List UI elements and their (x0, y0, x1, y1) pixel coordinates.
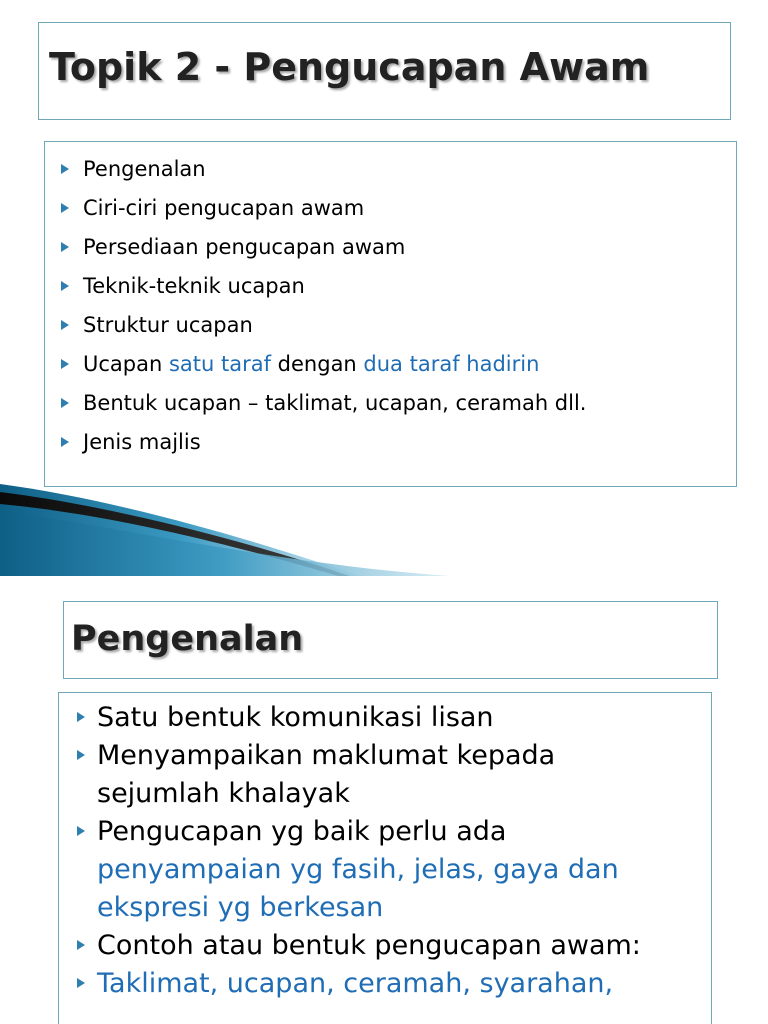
bullet-text: Pengucapan yg baik perlu ada (97, 816, 507, 847)
highlighted-text: penyampaian yg fasih, jelas, gaya dan (97, 854, 619, 885)
bullet-text: Pengenalan (83, 157, 206, 181)
bullet-arrow-icon (77, 826, 85, 836)
topic-list-box (44, 141, 737, 487)
bullet-arrow-icon (61, 398, 69, 408)
slide-title: Pengenalan (71, 619, 304, 659)
bullet-text: Persediaan pengucapan awam (83, 235, 406, 259)
bullet-arrow-icon (61, 242, 69, 252)
bullet-arrow-icon (61, 437, 69, 447)
bullet-text: Menyampaikan maklumat kepada (97, 740, 556, 771)
highlighted-text: satu taraf (168, 352, 271, 376)
highlighted-text: ekspresi yg berkesan (97, 892, 384, 923)
slide-pengenalan (0, 576, 768, 1024)
item-line (97, 965, 641, 1003)
topic-list-item (61, 345, 586, 384)
intro-list-item (77, 927, 641, 965)
bullet-text: Jenis majlis (83, 430, 201, 454)
title-box (63, 601, 718, 679)
item-line (97, 813, 641, 851)
topic-list-item (61, 423, 586, 462)
topic-list-item (61, 267, 586, 306)
item-line (97, 775, 641, 813)
intro-list-item (77, 813, 641, 927)
intro-list-box (58, 692, 712, 1024)
bullet-text: Satu bentuk komunikasi lisan (97, 702, 494, 733)
bullet-text: Ciri-ciri pengucapan awam (83, 196, 365, 220)
bullet-text: dengan (271, 352, 364, 376)
topic-list (61, 150, 586, 462)
bullet-arrow-icon (61, 164, 69, 174)
highlighted-text: dua taraf hadirin (363, 352, 540, 376)
intro-list-item (77, 965, 641, 1003)
slide-title: Topik 2 - Pengucapan Awam (49, 45, 650, 89)
item-line (97, 737, 641, 775)
bullet-arrow-icon (61, 359, 69, 369)
intro-list-item (77, 737, 641, 813)
topic-list-item (61, 228, 586, 267)
bullet-arrow-icon (61, 281, 69, 291)
bullet-arrow-icon (61, 203, 69, 213)
topic-list-item (61, 384, 586, 423)
item-line (97, 927, 641, 965)
bullet-arrow-icon (61, 320, 69, 330)
bullet-text: Teknik-teknik ucapan (83, 274, 305, 298)
bullet-arrow-icon (77, 978, 85, 988)
bullet-text: Struktur ucapan (83, 313, 253, 337)
item-line (97, 851, 641, 889)
intro-list-item (77, 699, 641, 737)
bullet-arrow-icon (77, 712, 85, 722)
topic-list-item (61, 189, 586, 228)
intro-list (77, 699, 641, 1003)
bullet-text: sejumlah khalayak (97, 778, 350, 809)
topic-list-item (61, 306, 586, 345)
bullet-text: Contoh atau bentuk pengucapan awam: (97, 930, 641, 961)
topic-list-item (61, 150, 586, 189)
item-line (97, 889, 641, 927)
bullet-text: Bentuk ucapan – taklimat, ucapan, ceramah dll. (83, 391, 587, 415)
bullet-arrow-icon (77, 750, 85, 760)
title-box (38, 22, 731, 120)
bullet-text: Ucapan (83, 352, 169, 376)
decorative-swoosh (0, 470, 470, 576)
bullet-arrow-icon (77, 940, 85, 950)
highlighted-text: Taklimat, ucapan, ceramah, syarahan, (97, 968, 614, 999)
item-line (97, 699, 641, 737)
